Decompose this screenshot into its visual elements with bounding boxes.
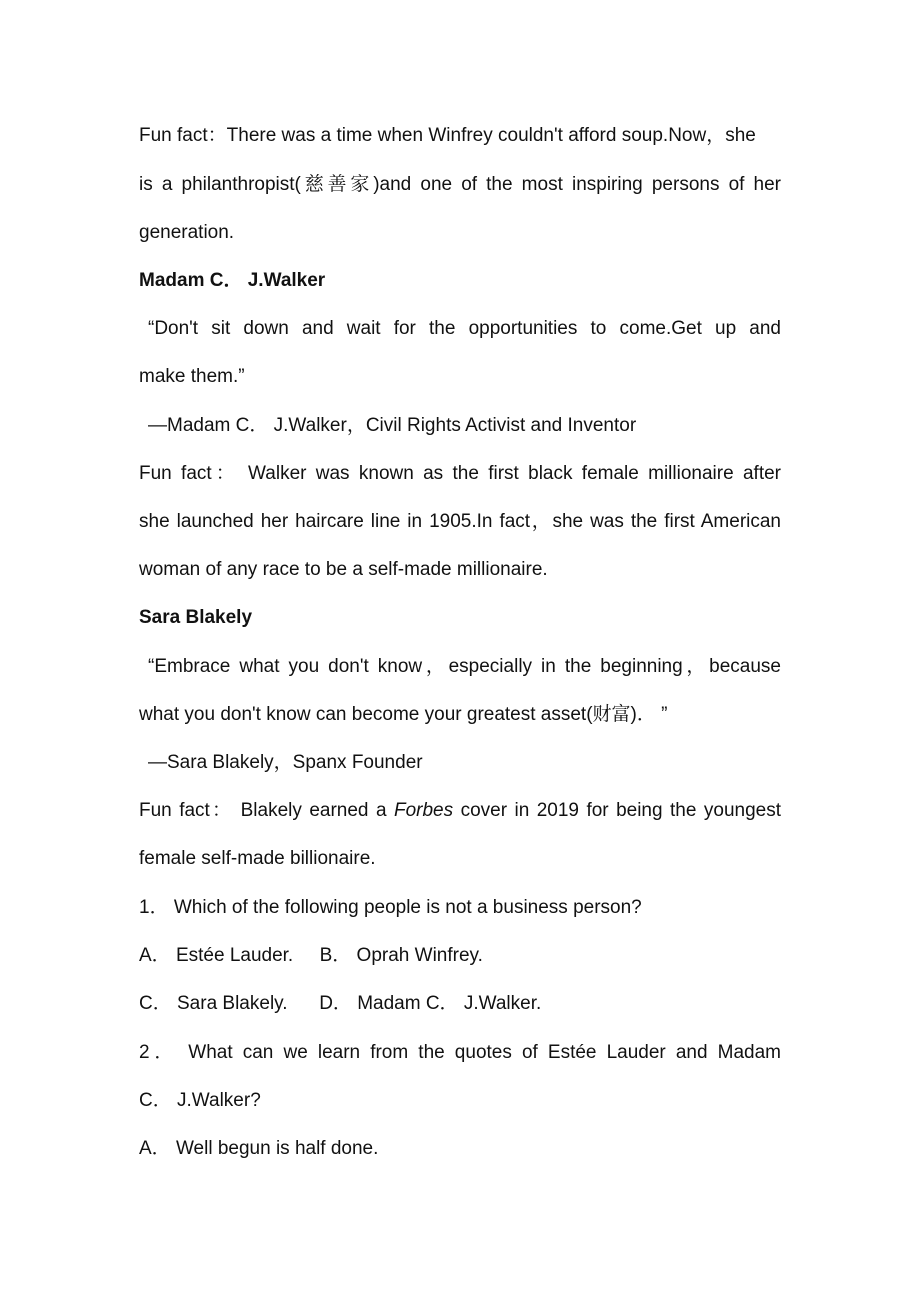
text-segment: cover in 2019 for being the youngest bbox=[453, 800, 781, 821]
text-line: Fun fact：There was a time when Winfrey couldn't afford soup.Now，she bbox=[139, 125, 756, 146]
text-line: generation. bbox=[139, 222, 235, 243]
section-heading: Madam C． J.Walker bbox=[139, 270, 326, 291]
text-line: female self-made billionaire. bbox=[139, 848, 376, 869]
text-segment: Fun fact： Blakely earned a bbox=[139, 800, 394, 821]
text-line: Fun fact： Walker was known as the first black female millionaire after bbox=[139, 463, 781, 484]
quote-line: “Don't sit down and wait for the opportunities to come.Get up and bbox=[148, 318, 781, 339]
attribution: —Sara Blakely，Spanx Founder bbox=[148, 752, 423, 773]
question: 1． Which of the following people is not a business person? bbox=[139, 897, 642, 918]
answer-option: A． Well begun is half done. bbox=[139, 1138, 379, 1159]
text-line: is a philanthropist(慈善家)and one of the most inspiring persons of her bbox=[139, 174, 781, 195]
text-line: woman of any race to be a self-made millionaire. bbox=[139, 559, 548, 580]
text-line: she launched her haircare line in 1905.In fact，she was the first American bbox=[139, 511, 781, 532]
section-heading: Sara Blakely bbox=[139, 607, 253, 628]
attribution: —Madam C． J.Walker，Civil Rights Activist and Inventor bbox=[148, 415, 637, 436]
answer-options: A． Estée Lauder. B． Oprah Winfrey. bbox=[139, 945, 483, 966]
text-line bbox=[139, 799, 781, 823]
question: C． J.Walker? bbox=[139, 1090, 261, 1111]
question: 2． What can we learn from the quotes of Estée Lauder and Madam bbox=[139, 1042, 781, 1063]
answer-options: C． Sara Blakely. D． Madam C． J.Walker. bbox=[139, 993, 542, 1014]
quote-line: “Embrace what you don't know，especially in the beginning，because bbox=[148, 656, 781, 677]
italic-title: Forbes bbox=[393, 800, 454, 821]
quote-line: make them.” bbox=[139, 366, 245, 387]
quote-line: what you don't know can become your greatest asset(财富)． ” bbox=[139, 704, 668, 725]
